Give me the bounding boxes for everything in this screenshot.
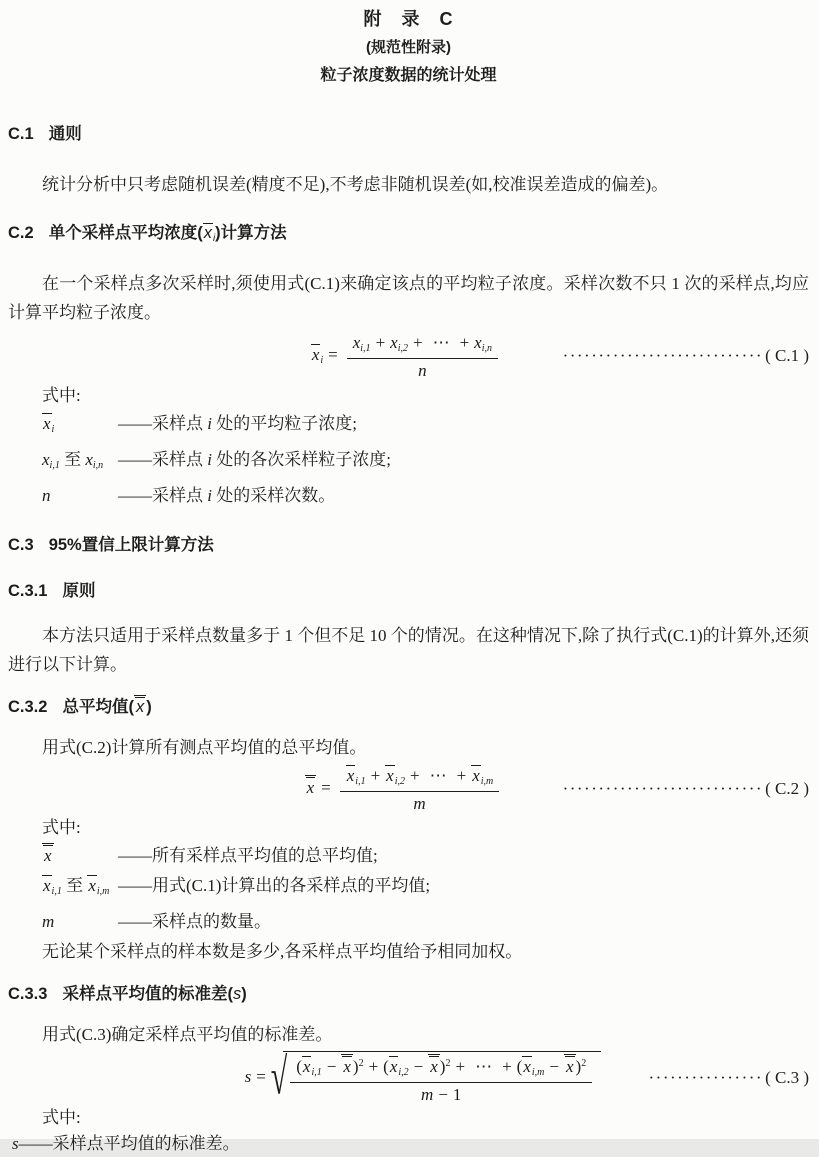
definition-dash: —— [118,486,152,506]
heading-c3-number: C.3 [8,536,34,555]
heading-c1 [8,122,809,146]
para-c2: 在一个采样点多次采样时,须使用式(C.1)来确定该点的平均粒子浓度。采样次数不只 1 次的采样点,均应计算平均粒子浓度。 [8,274,809,322]
formula-c1-math: $x_i$ = $\frac{x_{i,1} + x_{i,2} + \cdots + x_{i,n}}{n}$ [311,331,502,381]
definition-dash: —— [118,414,152,434]
heading-c31-number: C.3.1 [8,582,48,601]
heading-c31 [8,579,809,603]
heading-c33-title: 采样点平均值的标准差(s) [62,984,247,1003]
heading-c2-number: C.2 [8,224,34,242]
definition-symbol: $x_{i,1}$ 至 $x_{i,n}$ [42,450,104,472]
definition-list-c32 [42,841,809,937]
definition-desc: 采样点 i 处的各次采样粒子浓度; [152,450,391,470]
definition-row [42,907,809,937]
heading-c32-number: C.3.2 [8,698,48,717]
heading-c2 [8,221,809,251]
definition-dash: —— [118,845,152,865]
definition-symbol: $x_i$ [43,414,55,436]
note-c32: 无论某个采样点的样本数是多少,各采样点平均值给予相同加权。 [42,941,523,961]
heading-c32 [8,695,809,719]
formula-c3-label: ( C.3 ) [765,1067,809,1087]
where-label-c32: 式中: [42,817,81,837]
where-label-c33: 式中: [42,1107,81,1127]
para-c33: 用式(C.3)确定采样点平均值的标准差。 [42,1024,333,1044]
definition-symbol: m [42,911,55,931]
definition-dash: —— [118,450,152,470]
formula-c1 [8,331,809,381]
where-label-c1: 式中: [42,386,81,406]
definition-desc: 采样点 i 处的采样次数。 [152,486,336,506]
appendix-subtitle: (规范性附录) [366,39,451,56]
formula-c2-math: x = $\frac{x_{i,1} + x_{i,2} + \cdots + x_{i,m}}{m}$ [305,764,504,814]
definition-row [42,871,809,907]
heading-c1-title: 通则 [48,125,82,143]
appendix-title: 附 录 C [363,9,454,29]
heading-c33-number: C.3.3 [8,984,48,1003]
definition-desc: 采样点的数量。 [152,911,271,931]
definition-s: s——采样点平均值的标准差。 [12,1133,240,1153]
definition-symbol: n [42,486,51,506]
definition-row [42,841,809,871]
heading-c31-title: 原则 [62,582,96,601]
para-c32: 用式(C.2)计算所有测点平均值的总平均值。 [42,738,367,758]
heading-c2-title: 单个采样点平均浓度$(x_i)$计算方法 [48,224,287,244]
definition-symbol: x [42,841,118,871]
formula-c2-leader-dots: ···························· [562,779,764,799]
heading-c3 [8,533,809,557]
definition-list-c1 [42,409,809,511]
heading-c33 [8,982,809,1006]
para-c31: 本方法只适用于采样点数量多于 1 个但不足 10 个的情况。在这种情况下,除了执行式(C.1)的计算外,还须进行以下计算。 [8,626,809,675]
definition-row [42,445,809,481]
heading-c3-title: 95%置信上限计算方法 [48,536,214,555]
definition-desc: 采样点 i 处的平均粒子浓度; [152,414,357,434]
formula-c3 [8,1048,809,1105]
formula-c2 [8,764,809,814]
definition-desc: 用式(C.1)计算出的各采样点的平均值; [152,875,431,895]
formula-c1-leader-dots: ···························· [562,346,764,366]
definition-desc: 所有采样点平均值的总平均值; [152,845,378,865]
heading-c1-number: C.1 [8,125,34,143]
formula-c2-label: ( C.2 ) [765,779,809,799]
heading-c32-title: 总平均值( x ) [62,698,151,716]
formula-c3-math: s = √ $\frac{(x_{i,1} - x )^2 + (x_{i,2} - x )^2 + \cdots + (x_{i,m} - x )^2}{m - 1}$ [245,1051,602,1105]
definition-dash: —— [118,875,152,895]
definition-dash: —— [118,911,152,931]
definition-row [42,409,809,445]
formula-c1-label: ( C.1 ) [765,346,809,366]
para-c1: 统计分析中只考虑随机误差(精度不足),不考虑非随机误差(如,校准误差造成的偏差)。 [42,175,669,194]
definition-row [42,481,809,511]
appendix-subject: 粒子浓度数据的统计处理 [320,67,497,84]
definition-symbol: $x_{i,1}$ 至 $x_{i,m}$ [43,875,110,897]
formula-c3-leader-dots: ················ [648,1067,764,1087]
